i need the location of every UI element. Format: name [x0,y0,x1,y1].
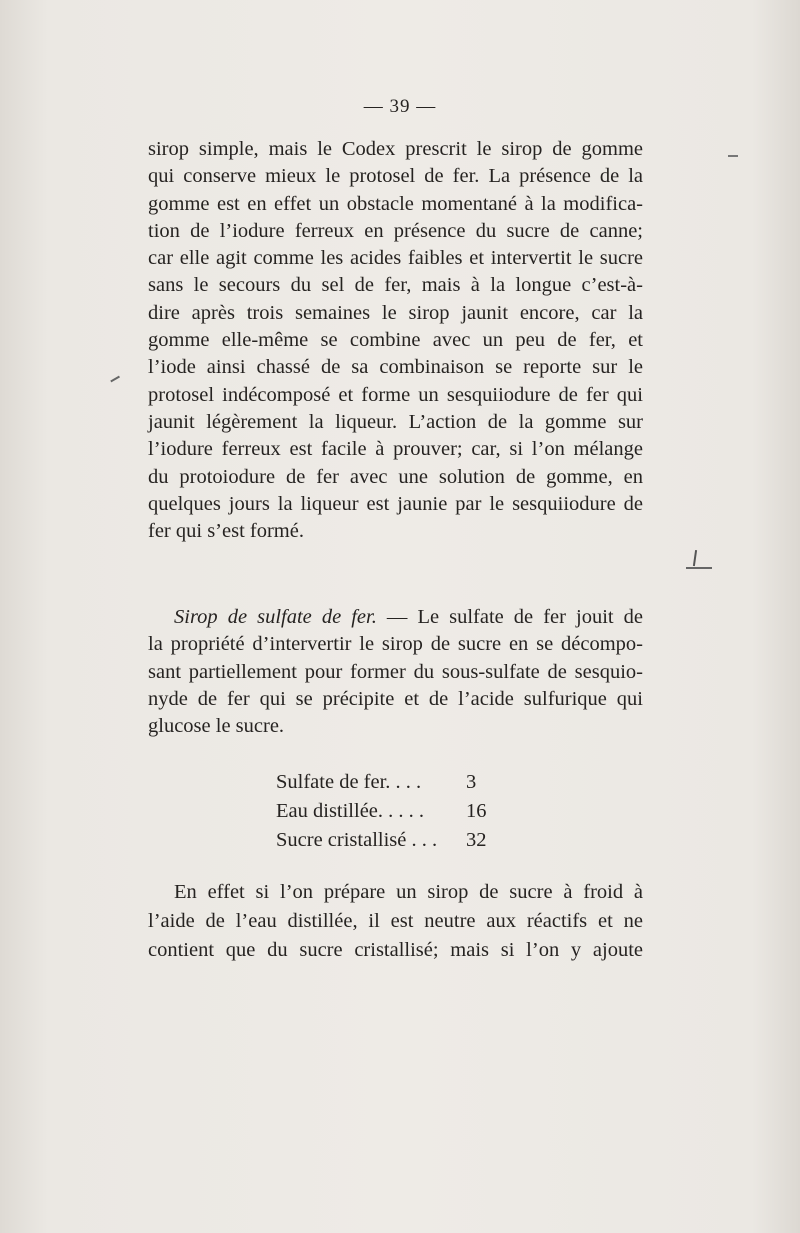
recipe-row [276,826,506,855]
ingredient-quantity: 16 [466,800,487,822]
text-line: fer qui s’est formé. [148,520,304,543]
text-line: jaunit légèrement la liqueur. L’action de la gomme sur [148,410,643,433]
text-line: dire après trois semaines le sirop jaunit encore, car la [148,301,643,324]
paragraph-effet [148,878,643,965]
text-line: l’iodure ferreux est facile à prouver; car, si l’on mélange [148,438,643,461]
ingredient-name: Sulfate de fer. . . . [276,771,422,793]
text-line: la propriété d’intervertir le sirop de sucre en se décompo- [148,633,643,656]
section-heading: Sirop de sulfate de fer. [174,606,377,628]
text-line: l’aide de l’eau distillée, il est neutre aux réactifs et ne [148,910,643,932]
text-line: glucose le sucre. [148,715,285,738]
ingredient-quantity: 3 [466,771,477,793]
page-number: — 39 — [363,96,437,117]
text-line: sirop simple, mais le Codex prescrit le sirop de gomme [148,138,643,160]
margin-mark [110,376,119,382]
ingredient-name: Sucre cristallisé . . . [276,829,438,851]
recipe-row [276,797,506,826]
text-line: gomme est en effet un obstacle momentané à la modifica- [148,192,643,215]
text-line: qui conserve mieux le protosel de fer. La présence de la [148,165,643,188]
recipe-row [276,768,506,797]
text-line-heading [148,604,643,631]
text-line: En effet si l’on prépare un sirop de sucre à froid à [174,881,643,903]
margin-mark [693,550,697,566]
paragraph-gomme [148,136,643,545]
text-line: protosel indécomposé et forme un sesquiiodure de fer qui [148,383,643,406]
margin-mark [728,155,738,157]
heading-continuation: — Le sulfate de fer jouit de [376,606,643,628]
ingredient-name: Eau distillée. . . . . [276,800,425,822]
text-line: l’iode ainsi chassé de sa combinaison se reporte sur le [148,356,643,379]
text-line: nyde de fer qui se précipite et de l’acide sulfurique qui [148,687,643,710]
text-line: sant partiellement pour former du sous-sulfate de sesquio- [148,660,643,683]
ingredient-quantity: 32 [466,829,487,851]
text-line: contient que du sucre cristallisé; mais si l’on y ajoute [148,939,643,961]
text-line: gomme elle-même se combine avec un peu de fer, et [148,329,643,352]
text-line: sans le secours du sel de fer, mais à la longue c’est-à- [148,274,643,297]
text-line: du protoiodure de fer avec une solution de gomme, en [148,465,643,488]
recipe-table [276,768,506,855]
text-line: quelques jours la liqueur est jaunie par le sesquiiodure de [148,492,643,515]
text-line: tion de l’iodure ferreux en présence du sucre de canne; [148,219,643,242]
text-line: car elle agit comme les acides faibles et intervertit le sucre [148,247,643,270]
paragraph-sulfate [148,604,643,740]
margin-mark [686,567,712,569]
